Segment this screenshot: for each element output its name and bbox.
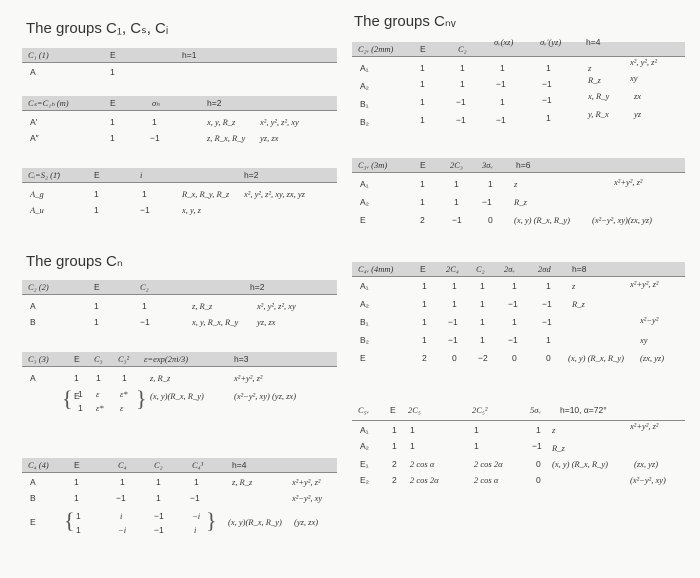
table-cell: 1 xyxy=(452,281,457,291)
table-cell: 1 xyxy=(420,97,425,107)
header-cell: 3σᵥ xyxy=(482,160,493,170)
table-cell: 1 xyxy=(94,189,99,199)
table-cell: 0 xyxy=(536,459,541,469)
table-cell: 1 xyxy=(194,477,199,487)
table-cell: 1 xyxy=(74,493,79,503)
table-cell: 2 cos α xyxy=(410,459,435,469)
row-label: A₂ xyxy=(360,299,369,309)
header-cell: C₂ xyxy=(476,264,485,274)
table-cell: 1 xyxy=(452,299,457,309)
header-cell: C₃ (3) xyxy=(28,354,49,364)
table-cell: x, y, R_x, R_y xyxy=(192,317,239,327)
header-cell: h=10, α=72° xyxy=(560,405,607,415)
row-label: B xyxy=(30,493,36,503)
brace-open-icon: { xyxy=(62,386,73,411)
row-label: E xyxy=(30,517,36,527)
table-cell: −1 xyxy=(482,197,492,207)
table-cell: 1 xyxy=(410,425,415,435)
table-cell: 1 xyxy=(474,441,479,451)
table-cell: ε xyxy=(96,389,100,399)
header-cell: h=8 xyxy=(572,264,587,274)
row-label: A xyxy=(30,301,36,311)
table-cell: −i xyxy=(192,511,201,521)
table-cell: 1 xyxy=(78,389,83,399)
table-cell: 2 xyxy=(420,215,425,225)
table-cell: 1 xyxy=(78,403,83,413)
table-cell: (x, y) (R_x, R_y) xyxy=(568,353,624,363)
header-cell: C₃ᵥ (3m) xyxy=(358,160,388,170)
table-cell: −1 xyxy=(448,335,458,345)
header-cell: E xyxy=(420,160,426,170)
table-cell: 1 xyxy=(422,335,427,345)
table-cell: −1 xyxy=(542,317,552,327)
table-cell: 1 xyxy=(420,63,425,73)
table-cell: 1 xyxy=(460,79,465,89)
row-label: A₁ xyxy=(360,179,369,189)
table-cell: 1 xyxy=(94,317,99,327)
table-cell: z, R_z xyxy=(232,477,253,487)
table-cell: x²+y², z² xyxy=(292,477,321,487)
table-cell: 1 xyxy=(120,477,125,487)
table-cell: 0 xyxy=(546,353,551,363)
table-cell: x², y², z² xyxy=(630,57,657,67)
table-cell: x²+y², z² xyxy=(630,421,659,431)
header-cell: E xyxy=(94,170,100,180)
table-c1 xyxy=(22,48,337,82)
table-cell: −1 xyxy=(140,317,150,327)
header-cell: Cᵢ=S₂ (1̄) xyxy=(28,170,60,180)
header-cell: h=4 xyxy=(232,460,247,470)
brace-open-icon: { xyxy=(64,508,75,533)
table-cell: x², y², z², xy, zx, yz xyxy=(244,189,305,199)
header-cell: C₂ (2) xyxy=(28,282,49,292)
table-cell: 1 xyxy=(156,493,161,503)
header-cell: h=6 xyxy=(516,160,531,170)
header-cell: 2C₄ xyxy=(446,264,459,274)
header-cell: 2C₃ xyxy=(450,160,463,170)
table-cell: 1 xyxy=(500,97,505,107)
header-cell: C₄ᵥ (4mm) xyxy=(358,264,394,274)
table-cell: 1 xyxy=(422,317,427,327)
table-cell: 1 xyxy=(460,63,465,73)
header-cell: h=3 xyxy=(234,354,249,364)
table-cell: R_x, R_y, R_z xyxy=(182,189,230,199)
table-cell: x²−y², xy xyxy=(292,493,323,503)
table-cell: z xyxy=(514,179,518,189)
table-c4 xyxy=(22,458,337,550)
header-cell: 2σd xyxy=(538,264,551,274)
table-cell: 1 xyxy=(122,373,127,383)
row-label: A₂ xyxy=(360,441,369,451)
table-cell: R_z xyxy=(552,443,565,453)
table-cell: x², y², z², xy xyxy=(257,301,296,311)
table-cell: i xyxy=(120,511,123,521)
table-cell: −1 xyxy=(150,133,160,143)
table-cell: 1 xyxy=(546,281,551,291)
table-cell: −1 xyxy=(154,511,164,521)
row-label: B₂ xyxy=(360,117,369,127)
table-cell: 2 cos α xyxy=(474,475,499,485)
table-c3 xyxy=(22,352,337,438)
table-cell: 1 xyxy=(94,205,99,215)
row-label: B xyxy=(30,317,36,327)
table-cell: 0 xyxy=(512,353,517,363)
row-label: E₂ xyxy=(360,475,369,485)
table-cell: 1 xyxy=(76,511,81,521)
table-cell: ε* xyxy=(96,403,104,413)
table-cell: −1 xyxy=(496,79,506,89)
table-cell: 1 xyxy=(110,117,115,127)
row-label: A_g xyxy=(30,189,44,199)
table-cell: −1 xyxy=(190,493,200,503)
table-cell: 1 xyxy=(392,441,397,451)
header-cell: C₂ xyxy=(140,282,149,292)
row-label: A′ xyxy=(30,117,38,127)
table-cell: 2 xyxy=(392,475,397,485)
table-cell: 1 xyxy=(480,281,485,291)
row-label: B₂ xyxy=(360,335,369,345)
header-cell: 2C₅ xyxy=(408,405,421,415)
heading-cnv: The groups Cₙᵥ xyxy=(354,13,456,30)
table-cell: 1 xyxy=(156,477,161,487)
table-cell: −1 xyxy=(508,299,518,309)
table-cell: z xyxy=(552,425,556,435)
table-cell: (yz, zx) xyxy=(294,517,319,527)
header-cell: σₕ xyxy=(152,98,160,108)
table-cell: (zx, yz) xyxy=(634,459,659,469)
table-cell: −1 xyxy=(508,335,518,345)
table-cell: 1 xyxy=(76,525,81,535)
table-cell: −1 xyxy=(542,95,552,105)
header-cell: C₂ xyxy=(154,460,163,470)
table-cell: (x, y)(R_x, R_y) xyxy=(150,391,204,401)
table-c4v xyxy=(352,262,685,370)
header-cell: C₂ᵥ (2mm) xyxy=(358,44,394,54)
row-label: A₁ xyxy=(360,425,369,435)
header-cell: h=2 xyxy=(244,170,259,180)
header-cell: E xyxy=(74,460,80,470)
table-cell: 1 xyxy=(142,301,147,311)
row-label: A₁ xyxy=(360,281,369,291)
table-cell: 1 xyxy=(488,179,493,189)
header-cell: C₅ᵥ xyxy=(358,405,370,415)
table-cell: xy xyxy=(630,73,638,83)
table-cell: (x²−y², xy) xyxy=(630,475,666,485)
row-label: E xyxy=(360,353,366,363)
row-label: A₁ xyxy=(360,63,369,73)
table-cell: 2 cos 2α xyxy=(474,459,503,469)
table-cell: z xyxy=(588,63,592,73)
table-cell: 0 xyxy=(536,475,541,485)
header-cell: 2C₅² xyxy=(472,405,488,415)
header-cell: C₄ xyxy=(118,460,127,470)
table-cell: −1 xyxy=(116,493,126,503)
header-cell: E xyxy=(74,354,80,364)
table-cell: x²−y² xyxy=(640,315,659,325)
table-cell: i xyxy=(194,525,197,535)
table-cell: 1 xyxy=(420,79,425,89)
header-cell: E xyxy=(420,264,426,274)
table-cell: (x, y) (R_x, R_y) xyxy=(514,215,570,225)
table-cell: (x²−y², xy)(zx, yz) xyxy=(592,215,652,225)
table-cell: 1 xyxy=(110,133,115,143)
header-cell: C₄ (4) xyxy=(28,460,49,470)
table-cell: 1 xyxy=(474,425,479,435)
row-label: A″ xyxy=(30,133,39,143)
table-cell: x², y², z², xy xyxy=(260,117,299,127)
header-cell: h=2 xyxy=(250,282,265,292)
table-cell: 1 xyxy=(152,117,157,127)
table-cell: yz, zx xyxy=(260,133,279,143)
table-cell: 1 xyxy=(74,373,79,383)
table-cell: 1 xyxy=(480,299,485,309)
table-cell: 0 xyxy=(452,353,457,363)
table-cell: x, R_y xyxy=(588,91,610,101)
table-cell: −i xyxy=(118,525,127,535)
table-cell: 1 xyxy=(480,335,485,345)
table-cell: 1 xyxy=(410,441,415,451)
brace-close-icon: } xyxy=(206,508,217,533)
table-cell: 1 xyxy=(74,477,79,487)
header-cell: h=4 xyxy=(586,37,601,47)
table-cell: x²+y², z² xyxy=(630,279,659,289)
header-cell: σᵥ(xz) xyxy=(494,37,514,47)
table-cell: 1 xyxy=(420,197,425,207)
table-cell: z, R_z xyxy=(150,373,171,383)
table-cell: yz xyxy=(634,109,642,119)
table-cell: 1 xyxy=(536,425,541,435)
row-label: A₂ xyxy=(360,197,369,207)
table-cell: (zx, yz) xyxy=(640,353,665,363)
header-cell: ε=exp(2πi/3) xyxy=(144,354,189,364)
table-cell: yz, zx xyxy=(257,317,276,327)
table-c2 xyxy=(22,280,337,336)
row-label: E xyxy=(360,215,366,225)
header-cell: 5σᵥ xyxy=(530,405,541,415)
header-cell: h=2 xyxy=(207,98,222,108)
heading-cn: The groups Cₙ xyxy=(26,253,123,270)
table-cell: 0 xyxy=(488,215,493,225)
row-label: A_u xyxy=(30,205,44,215)
table-cell: 1 xyxy=(420,179,425,189)
table-cell: 1 xyxy=(512,281,517,291)
table-cell: −1 xyxy=(452,215,462,225)
header-cell: E xyxy=(420,44,426,54)
header-cell: C₁ (1) xyxy=(28,50,49,60)
table-cell: x²+y², z² xyxy=(614,177,643,187)
table-cell: R_z xyxy=(588,75,601,85)
row-label: A xyxy=(30,477,36,487)
table-cell: 1 xyxy=(420,115,425,125)
table-cell: 1 xyxy=(94,301,99,311)
table-cell: z, R_x, R_y xyxy=(207,133,246,143)
table-cell: R_z xyxy=(572,299,585,309)
table-cell: 2 xyxy=(422,353,427,363)
table-cell: 1 xyxy=(422,299,427,309)
table-cell: x²+y², z² xyxy=(234,373,263,383)
table-cell: 1 xyxy=(512,317,517,327)
table-cell: −1 xyxy=(456,115,466,125)
table-cell: −1 xyxy=(496,115,506,125)
heading-c1-cs-ci: The groups C₁, Cₛ, Cᵢ xyxy=(26,20,169,37)
table-cell: 1 xyxy=(142,189,147,199)
table-cell: 1 xyxy=(392,425,397,435)
table-cell: 1 xyxy=(422,281,427,291)
table-cell: z xyxy=(572,281,576,291)
table-cell: −1 xyxy=(532,441,542,451)
table-cell: y, R_x xyxy=(588,109,609,119)
table-cell: 2 xyxy=(392,459,397,469)
header-cell: C₂ xyxy=(458,44,467,54)
table-ci xyxy=(22,168,337,224)
row-label: A₂ xyxy=(360,81,369,91)
table-cell: −1 xyxy=(542,299,552,309)
table-cell: ε* xyxy=(120,389,128,399)
row-label: E xyxy=(74,391,80,401)
header-cell: E xyxy=(94,282,100,292)
table-cell: 1 xyxy=(454,197,459,207)
table-cell: zx xyxy=(634,91,642,101)
table-cell: −1 xyxy=(456,97,466,107)
table-cell: 1 xyxy=(546,63,551,73)
header-cell: E xyxy=(390,405,396,415)
header-cell: C₃² xyxy=(118,354,130,364)
brace-close-icon: } xyxy=(136,386,147,411)
table-c3v xyxy=(352,158,685,232)
table-cell: −1 xyxy=(140,205,150,215)
row-label: A xyxy=(30,67,36,77)
table-cell: R_z xyxy=(514,197,527,207)
table-cell: 1 xyxy=(454,179,459,189)
table-cell: −1 xyxy=(448,317,458,327)
header-cell: 2σᵥ xyxy=(504,264,515,274)
row-label: A xyxy=(30,373,36,383)
header-cell: E xyxy=(110,98,116,108)
header-cell: E xyxy=(110,50,116,60)
table-cell: 1 xyxy=(546,335,551,345)
table-cell: (x, y)(R_x, R_y) xyxy=(228,517,282,527)
table-cell: −1 xyxy=(542,79,552,89)
row-label: B₁ xyxy=(360,99,369,109)
table-cell: x, y, z xyxy=(182,205,201,215)
table-cell: 1 xyxy=(480,317,485,327)
table-cell: (x, y) (R_x, R_y) xyxy=(552,459,608,469)
header-cell: σᵥ′(yz) xyxy=(540,37,562,47)
table-cell: x, y, R_z xyxy=(207,117,236,127)
header-cell: C₄³ xyxy=(192,460,204,470)
table-cs xyxy=(22,96,337,152)
table-cell: 1 xyxy=(110,67,115,77)
table-cell: xy xyxy=(640,335,648,345)
table-cell: ε xyxy=(120,403,124,413)
table-cell: z, R_z xyxy=(192,301,213,311)
header-cell: i xyxy=(140,170,143,180)
table-c2v xyxy=(352,36,685,128)
table-c5v xyxy=(352,400,685,496)
table-cell: 1 xyxy=(500,63,505,73)
header-cell: C₃ xyxy=(94,354,103,364)
table-cell: −1 xyxy=(154,525,164,535)
table-cell: 2 cos 2α xyxy=(410,475,439,485)
row-label: E₁ xyxy=(360,459,369,469)
table-cell: 1 xyxy=(546,113,551,123)
row-label: B₁ xyxy=(360,317,369,327)
header-cell: Cₛ=C₁ₕ (m) xyxy=(28,98,69,108)
header-cell: h=1 xyxy=(182,50,197,60)
table-cell: (x²−y², xy) (yz, zx) xyxy=(234,391,297,401)
table-cell: −2 xyxy=(478,353,488,363)
table-cell: 1 xyxy=(96,373,101,383)
